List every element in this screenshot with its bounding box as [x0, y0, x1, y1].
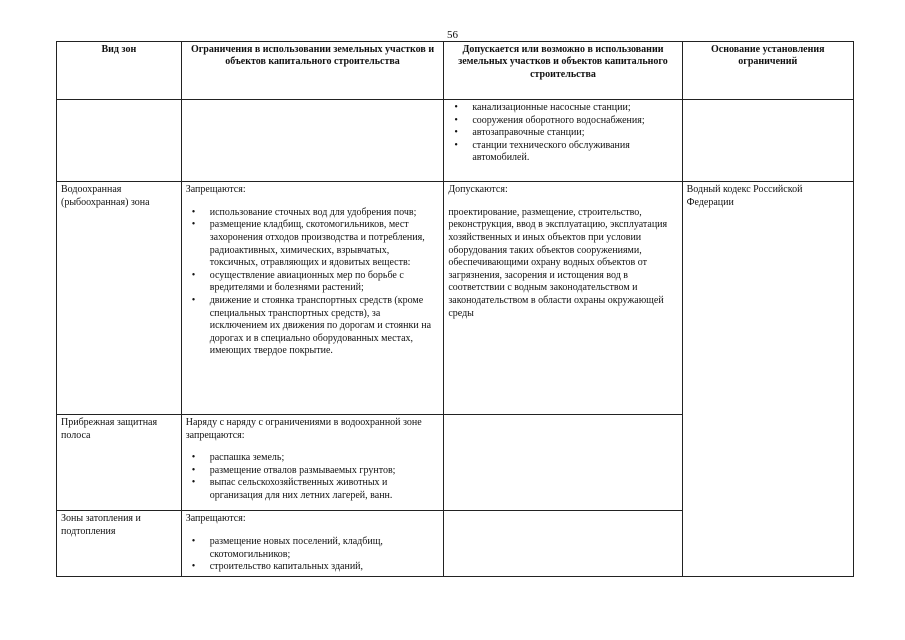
- list-item: • строительство капитальных зданий,: [210, 561, 440, 574]
- table-header-row: [57, 42, 854, 100]
- list-item: • осуществление авиационных мер по борьбе с вредителями и болезнями растений;: [210, 270, 440, 295]
- cell-restrictions-empty: [181, 100, 444, 182]
- allowed-intro: Допускаются:: [448, 184, 508, 196]
- zones-restrictions-table: [56, 41, 854, 577]
- restrictions-cell: [181, 415, 444, 511]
- restrictions-list: [186, 207, 440, 358]
- list-item: • движение и стоянка транспортных средств (кроме специальных транспортных средств), за исключением их движения по дорогам и стоянки на дорогах и в специально оборудованных местах, имеющих твердое покрытие.: [210, 295, 440, 358]
- allowed-list: [448, 102, 677, 165]
- zone-name: Зоны затопления и подтопления: [57, 511, 182, 577]
- list-item: • выпас сельскохозяйственных животных и организация для них летних лагерей, ванн.: [210, 477, 440, 502]
- header-legal-basis: Основание установления ограничений: [682, 42, 853, 100]
- cell-allowed-continued: [444, 100, 682, 182]
- table-row-continued: [57, 100, 854, 182]
- allowed-cell-empty: [444, 415, 682, 511]
- restrictions-list: [186, 536, 440, 574]
- list-item: • автозаправочные станции;: [472, 127, 677, 140]
- list-item: • размещение кладбищ, скотомогильников, мест захоронения отходов производства и потребления, радиоактивных, химических, взрывчатых, токсичных, отравляющих и ядовитых веществ:: [210, 219, 440, 269]
- list-item: • канализационные насосные станции;: [472, 102, 677, 115]
- restrictions-cell: [181, 511, 444, 577]
- cell-basis-empty: [682, 100, 853, 182]
- restrictions-list: [186, 452, 440, 502]
- list-item: • размещение отвалов размываемых грунтов;: [210, 465, 440, 478]
- restrictions-intro: Наряду с наряду с ограничениями в водоохранной зоне запрещаются:: [185, 417, 422, 441]
- allowed-cell-empty: [444, 511, 682, 577]
- list-item: • использование сточных вод для удобрения почв;: [210, 207, 440, 220]
- legal-basis-cell: Водный кодекс Российской Федерации: [682, 182, 853, 577]
- allowed-cell: [444, 182, 682, 415]
- restrictions-cell: [181, 182, 444, 415]
- table-row-water-zone: [57, 182, 854, 415]
- page-number: 56: [447, 29, 458, 41]
- allowed-text: проектирование, размещение, строительство, реконструкция, ввод в эксплуатацию, эксплуатация хозяйственных и иных объектов при условии оборудования таких объектов сооружениями, обеспечивающими охрану водных объектов от загрязнения, засорения и истощения вод в соответствии с водным законодательством и законодательством в области охраны окружающей среды: [448, 206, 668, 319]
- restrictions-intro: Запрещаются:: [185, 513, 246, 525]
- header-restrictions: Ограничения в использовании земельных участков и объектов капитального строительства: [181, 42, 444, 100]
- zone-name: Прибрежная защитная полоса: [57, 415, 182, 511]
- list-item: • распашка земель;: [210, 452, 440, 465]
- list-item: • сооружения оборотного водоснабжения;: [472, 115, 677, 128]
- list-item: • станции технического обслуживания автомобилей.: [472, 140, 677, 165]
- header-zone-type: Вид зон: [57, 42, 182, 100]
- cell-zone-empty: [57, 100, 182, 182]
- header-allowed-use: Допускается или возможно в использовании земельных участков и объектов капитального строительства: [444, 42, 682, 100]
- restrictions-intro: Запрещаются:: [185, 184, 246, 196]
- list-item: • размещение новых поселений, кладбищ, скотомогильников;: [210, 536, 440, 561]
- zone-name: Водоохранная (рыбоохранная) зона: [57, 182, 182, 415]
